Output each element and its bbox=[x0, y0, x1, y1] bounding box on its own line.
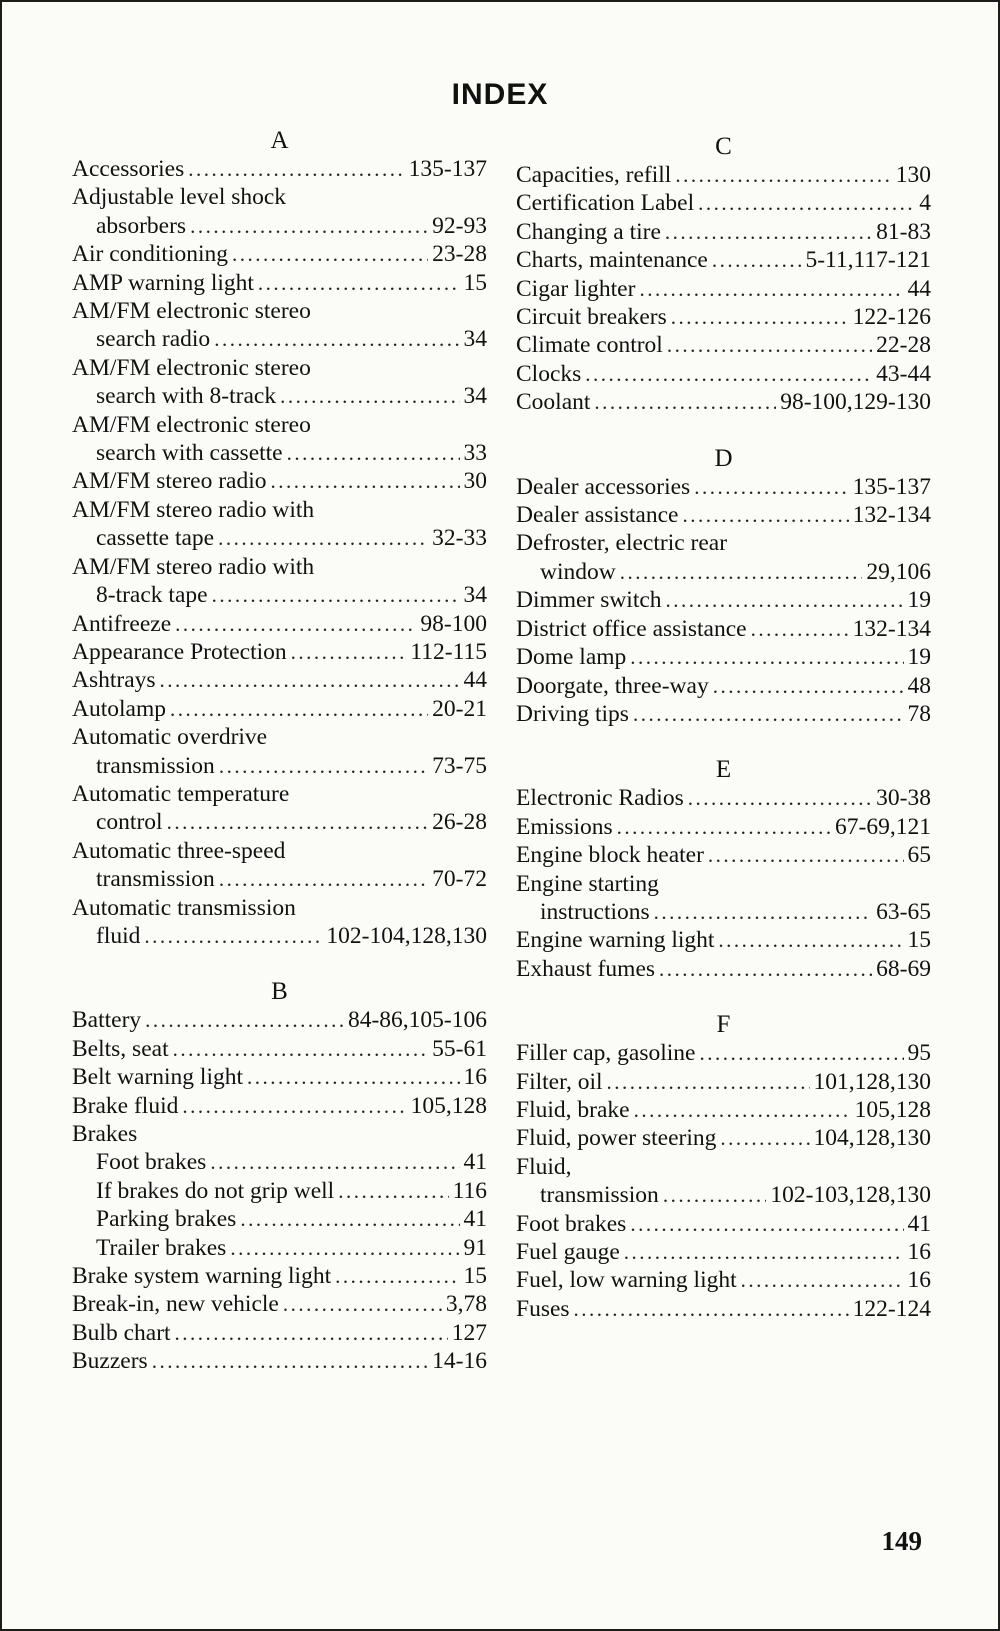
entry-term: transmission bbox=[96, 752, 215, 779]
entry-pages: 127 bbox=[451, 1319, 487, 1346]
index-entry bbox=[72, 865, 487, 893]
entry-pages: 112-115 bbox=[410, 638, 487, 665]
index-entry bbox=[72, 922, 487, 950]
entry-term: Belts, seat bbox=[72, 1035, 169, 1062]
entry-term: Bulb chart bbox=[72, 1319, 171, 1346]
entry-term: Brake system warning light bbox=[72, 1263, 332, 1290]
dot-leader bbox=[160, 666, 460, 694]
index-entry bbox=[72, 1262, 487, 1290]
index-entry bbox=[516, 1266, 931, 1294]
dot-leader bbox=[574, 1295, 849, 1323]
left-column bbox=[72, 127, 487, 1404]
dot-leader bbox=[280, 382, 459, 410]
index-entry bbox=[516, 1238, 931, 1266]
entry-pages: 41 bbox=[463, 1149, 487, 1176]
dot-leader bbox=[630, 1210, 903, 1238]
entry-term: transmission bbox=[540, 1182, 659, 1209]
entry-pages: 44 bbox=[463, 667, 487, 694]
dot-leader bbox=[607, 1068, 810, 1096]
section-letter: F bbox=[716, 1011, 731, 1039]
dot-leader bbox=[634, 1096, 851, 1124]
entry-term: Dealer accessories bbox=[516, 473, 691, 500]
dot-leader bbox=[585, 360, 872, 388]
dot-leader bbox=[167, 808, 429, 836]
entry-pages: 41 bbox=[463, 1206, 487, 1233]
entry-pages: 26-28 bbox=[432, 809, 487, 836]
index-entry bbox=[72, 581, 487, 609]
dot-leader bbox=[240, 1205, 459, 1233]
index-entry bbox=[516, 303, 931, 331]
entry-term: Defroster, electric rear bbox=[516, 530, 728, 557]
index-entry bbox=[516, 955, 931, 983]
entry-pages: 135-137 bbox=[408, 156, 487, 182]
index-entry bbox=[72, 240, 487, 268]
dot-leader bbox=[338, 1177, 448, 1205]
dot-leader bbox=[594, 388, 776, 416]
index-entry bbox=[72, 297, 487, 325]
index-entry bbox=[516, 784, 931, 812]
dot-leader bbox=[283, 1290, 442, 1318]
entry-term: Brake fluid bbox=[72, 1092, 179, 1119]
entry-term: Cigar lighter bbox=[516, 275, 636, 302]
entry-pages: 98-100 bbox=[420, 610, 487, 637]
index-entry bbox=[72, 467, 487, 495]
entry-term: AM/FM electronic stereo bbox=[72, 298, 311, 325]
index-entry bbox=[516, 360, 931, 388]
index-entry bbox=[72, 1092, 487, 1120]
dot-leader bbox=[218, 524, 428, 552]
entry-pages: 104,128,130 bbox=[813, 1125, 931, 1152]
entry-term: AM/FM electronic stereo bbox=[72, 354, 311, 381]
index-entry bbox=[72, 752, 487, 780]
index-entry bbox=[72, 411, 487, 439]
index-entry bbox=[72, 723, 487, 751]
index-entry bbox=[516, 388, 931, 416]
dot-leader bbox=[665, 218, 872, 246]
section-letter: E bbox=[715, 756, 732, 784]
entry-pages: 105,128 bbox=[854, 1096, 931, 1123]
index-entry bbox=[516, 1124, 931, 1152]
entry-term: Changing a tire bbox=[516, 218, 661, 245]
entry-pages: 132-134 bbox=[852, 502, 931, 529]
entry-term: Engine block heater bbox=[516, 842, 704, 869]
index-section-e bbox=[516, 756, 931, 983]
index-entry bbox=[516, 558, 931, 586]
index-entry bbox=[72, 638, 487, 666]
entry-pages: 65 bbox=[907, 842, 931, 869]
index-entry bbox=[516, 473, 931, 501]
index-entry bbox=[516, 1153, 931, 1181]
entry-pages: 116 bbox=[452, 1177, 487, 1204]
dot-leader bbox=[667, 331, 872, 359]
entry-pages: 81-83 bbox=[876, 218, 931, 245]
dot-leader bbox=[271, 467, 460, 495]
entry-pages: 78 bbox=[907, 700, 931, 727]
entry-term: cassette tape bbox=[96, 525, 215, 552]
entry-term: AMP warning light bbox=[72, 269, 254, 296]
entry-term: Filter, oil bbox=[516, 1068, 603, 1095]
index-entry bbox=[516, 643, 931, 671]
entry-term: AM/FM stereo radio bbox=[72, 468, 267, 495]
index-section-f bbox=[516, 1011, 931, 1323]
dot-leader bbox=[751, 615, 849, 643]
entry-pages: 132-134 bbox=[852, 615, 931, 642]
entry-pages: 92-93 bbox=[432, 212, 487, 239]
entry-pages: 33 bbox=[463, 440, 487, 467]
index-entry bbox=[516, 161, 931, 189]
dot-leader bbox=[659, 955, 872, 983]
entry-term: Foot brakes bbox=[96, 1149, 207, 1176]
dot-leader bbox=[188, 155, 404, 183]
dot-leader bbox=[682, 501, 848, 529]
entry-term: search radio bbox=[96, 326, 211, 353]
entry-pages: 30 bbox=[463, 468, 487, 495]
index-section-c bbox=[516, 133, 931, 417]
entry-pages: 95 bbox=[907, 1040, 931, 1067]
entry-pages: 73-75 bbox=[432, 752, 487, 779]
dot-leader bbox=[144, 922, 322, 950]
index-entry bbox=[516, 1096, 931, 1124]
entry-pages: 29,106 bbox=[866, 558, 931, 585]
section-letter: B bbox=[271, 978, 288, 1006]
entry-term: Dealer assistance bbox=[516, 502, 679, 529]
entry-term: Clocks bbox=[516, 360, 582, 387]
dot-leader bbox=[718, 926, 903, 954]
entry-term: fluid bbox=[96, 922, 141, 949]
entry-pages: 32-33 bbox=[432, 525, 487, 552]
dot-leader bbox=[212, 581, 460, 609]
entry-term: Parking brakes bbox=[96, 1206, 237, 1233]
entry-term: AM/FM stereo radio with bbox=[72, 553, 315, 580]
dot-leader bbox=[247, 1063, 459, 1091]
entry-term: transmission bbox=[96, 866, 215, 893]
index-entry bbox=[72, 269, 487, 297]
entry-term: Certification Label bbox=[516, 190, 695, 217]
index-entry bbox=[72, 1035, 487, 1063]
entry-term: AM/FM stereo radio with bbox=[72, 496, 315, 523]
index-entry bbox=[72, 1347, 487, 1375]
entry-term: Doorgate, three-way bbox=[516, 672, 709, 699]
index-entry bbox=[516, 1181, 931, 1209]
entry-pages: 102-104,128,130 bbox=[326, 922, 487, 949]
dot-leader bbox=[663, 1181, 767, 1209]
index-entry bbox=[516, 218, 931, 246]
dot-leader bbox=[617, 813, 831, 841]
index-entry bbox=[516, 1295, 931, 1323]
dot-leader bbox=[182, 1092, 406, 1120]
entry-term: Climate control bbox=[516, 332, 663, 359]
index-section-a bbox=[72, 127, 487, 950]
index-entry bbox=[72, 1120, 487, 1148]
index-entry bbox=[72, 1006, 487, 1034]
entry-pages: 102-103,128,130 bbox=[770, 1182, 931, 1209]
entry-pages: 23-28 bbox=[432, 241, 487, 268]
index-entry bbox=[516, 246, 931, 274]
index-entry bbox=[516, 501, 931, 529]
entry-term: Automatic transmission bbox=[72, 894, 296, 921]
entry-term: Adjustable level shock bbox=[72, 184, 287, 211]
entry-pages: 55-61 bbox=[432, 1035, 487, 1062]
entry-term: Engine starting bbox=[516, 870, 659, 897]
index-section-b bbox=[72, 978, 487, 1375]
entry-term: Charts, maintenance bbox=[516, 247, 708, 274]
dot-leader bbox=[712, 246, 802, 274]
entry-pages: 44 bbox=[907, 275, 931, 302]
entry-term: Trailer brakes bbox=[96, 1234, 227, 1261]
dot-leader bbox=[698, 189, 915, 217]
entry-pages: 41 bbox=[907, 1210, 931, 1237]
dot-leader bbox=[210, 1148, 459, 1176]
entry-pages: 19 bbox=[907, 587, 931, 614]
entry-pages: 14-16 bbox=[432, 1348, 487, 1375]
index-entry bbox=[516, 700, 931, 728]
index-entry bbox=[516, 586, 931, 614]
dot-leader bbox=[291, 638, 407, 666]
entry-term: Circuit breakers bbox=[516, 304, 667, 331]
entry-pages: 84-86,105-106 bbox=[347, 1007, 487, 1034]
index-entry bbox=[72, 496, 487, 524]
index-entry bbox=[72, 155, 487, 183]
entry-term: Foot brakes bbox=[516, 1210, 627, 1237]
index-entry bbox=[72, 183, 487, 211]
index-entry bbox=[516, 926, 931, 954]
index-entry bbox=[72, 325, 487, 353]
index-entry bbox=[516, 529, 931, 557]
entry-term: Fluid, brake bbox=[516, 1096, 630, 1123]
entry-term: Fuel, low warning light bbox=[516, 1267, 737, 1294]
dot-leader bbox=[219, 752, 428, 780]
dot-leader bbox=[230, 1234, 459, 1262]
dot-leader bbox=[720, 1124, 809, 1152]
entry-term: instructions bbox=[540, 898, 650, 925]
entry-pages: 19 bbox=[907, 644, 931, 671]
entry-term: Fluid, bbox=[516, 1153, 572, 1180]
entry-term: Autolamp bbox=[72, 695, 166, 722]
index-entry bbox=[72, 1148, 487, 1176]
section-letter: D bbox=[714, 444, 733, 472]
dot-leader bbox=[170, 695, 428, 723]
entry-term: District office assistance bbox=[516, 615, 747, 642]
entry-term: Air conditioning bbox=[72, 241, 228, 268]
entry-term: Fluid, power steering bbox=[516, 1125, 717, 1152]
dot-leader bbox=[145, 1006, 344, 1034]
entry-pages: 63-65 bbox=[876, 898, 931, 925]
index-entry bbox=[516, 898, 931, 926]
index-entry bbox=[516, 672, 931, 700]
index-entry bbox=[516, 841, 931, 869]
dot-leader bbox=[624, 1238, 904, 1266]
index-entry bbox=[72, 524, 487, 552]
entry-term: window bbox=[540, 558, 616, 585]
entry-pages: 105,128 bbox=[410, 1092, 487, 1119]
dot-leader bbox=[173, 1035, 429, 1063]
entry-pages: 20-21 bbox=[432, 695, 487, 722]
dot-leader bbox=[287, 439, 460, 467]
index-entry bbox=[72, 808, 487, 836]
entry-pages: 15 bbox=[907, 927, 931, 954]
index-entry bbox=[72, 610, 487, 638]
entry-pages: 98-100,129-130 bbox=[780, 389, 931, 416]
entry-term: Break-in, new vehicle bbox=[72, 1291, 279, 1318]
index-entry bbox=[72, 1234, 487, 1262]
section-letter: A bbox=[270, 127, 289, 154]
index-entry bbox=[516, 331, 931, 359]
entry-pages: 3,78 bbox=[445, 1291, 487, 1318]
entry-term: Buzzers bbox=[72, 1348, 148, 1375]
entry-term: Automatic three-speed bbox=[72, 837, 286, 864]
entry-term: Accessories bbox=[72, 156, 185, 182]
entry-term: Engine warning light bbox=[516, 927, 715, 954]
dot-leader bbox=[219, 865, 428, 893]
entry-term: absorbers bbox=[96, 212, 187, 239]
entry-term: Brakes bbox=[72, 1121, 138, 1147]
entry-term: control bbox=[96, 809, 163, 836]
entry-term: Appearance Protection bbox=[72, 638, 287, 665]
entry-term: Capacities, refill bbox=[516, 162, 672, 188]
entry-term: Ashtrays bbox=[72, 667, 156, 694]
index-entry bbox=[516, 870, 931, 898]
entry-pages: 5-11,117-121 bbox=[805, 247, 931, 274]
dot-leader bbox=[741, 1266, 904, 1294]
dot-leader bbox=[699, 1039, 903, 1067]
dot-leader bbox=[620, 558, 863, 586]
entry-pages: 4 bbox=[919, 190, 931, 217]
page-title: INDEX bbox=[451, 78, 549, 111]
index-entry bbox=[516, 1068, 931, 1096]
dot-leader bbox=[713, 672, 904, 700]
index-entry bbox=[72, 1290, 487, 1318]
index-entry bbox=[516, 189, 931, 217]
entry-pages: 48 bbox=[907, 672, 931, 699]
index-entry bbox=[516, 615, 931, 643]
index-entry bbox=[72, 1205, 487, 1233]
entry-pages: 91 bbox=[463, 1234, 487, 1261]
dot-leader bbox=[175, 1319, 448, 1347]
index-entry bbox=[72, 212, 487, 240]
entry-term: Antifreeze bbox=[72, 610, 172, 637]
entry-term: If brakes do not grip well bbox=[96, 1177, 335, 1204]
entry-pages: 135-137 bbox=[852, 473, 931, 500]
index-entry bbox=[72, 666, 487, 694]
entry-pages: 15 bbox=[463, 269, 487, 296]
dot-leader bbox=[671, 303, 849, 331]
entry-term: Belt warning light bbox=[72, 1064, 244, 1091]
dot-leader bbox=[675, 161, 891, 189]
index-entry bbox=[72, 780, 487, 808]
index-entry bbox=[72, 382, 487, 410]
entry-term: Dome lamp bbox=[516, 644, 627, 671]
entry-term: Fuel gauge bbox=[516, 1239, 620, 1265]
index-entry bbox=[72, 553, 487, 581]
index-section-d bbox=[516, 445, 931, 729]
dot-leader bbox=[232, 240, 428, 268]
dot-leader bbox=[654, 898, 873, 926]
index-entry bbox=[72, 837, 487, 865]
index-entry bbox=[72, 695, 487, 723]
entry-pages: 34 bbox=[463, 383, 487, 410]
entry-pages: 68-69 bbox=[876, 955, 931, 982]
entry-pages: 16 bbox=[907, 1239, 931, 1265]
index-entry bbox=[72, 894, 487, 922]
entry-term: search with cassette bbox=[96, 440, 283, 467]
index-entry bbox=[516, 1039, 931, 1067]
dot-leader bbox=[633, 700, 904, 728]
entry-term: Automatic overdrive bbox=[72, 724, 268, 751]
entry-term: Battery bbox=[72, 1007, 142, 1034]
entry-pages: 34 bbox=[463, 326, 487, 353]
entry-term: search with 8-track bbox=[96, 383, 277, 410]
entry-term: Fuses bbox=[516, 1295, 570, 1322]
page-number: 149 bbox=[881, 1526, 922, 1556]
dot-leader bbox=[335, 1262, 459, 1290]
dot-leader bbox=[688, 784, 872, 812]
dot-leader bbox=[694, 473, 848, 501]
entry-term: Driving tips bbox=[516, 700, 629, 727]
index-entry bbox=[72, 354, 487, 382]
index-entry bbox=[72, 1177, 487, 1205]
entry-term: Dimmer switch bbox=[516, 587, 662, 614]
entry-term: Automatic temperature bbox=[72, 780, 290, 807]
entry-pages: 101,128,130 bbox=[813, 1068, 931, 1095]
index-entry bbox=[72, 1319, 487, 1347]
entry-pages: 15 bbox=[463, 1263, 487, 1290]
entry-pages: 43-44 bbox=[876, 360, 931, 387]
entry-term: Electronic Radios bbox=[516, 785, 684, 812]
entry-pages: 122-126 bbox=[852, 304, 931, 331]
entry-term: 8-track tape bbox=[96, 582, 208, 609]
dot-leader bbox=[708, 841, 904, 869]
dot-leader bbox=[175, 610, 416, 638]
entry-term: Filler cap, gasoline bbox=[516, 1040, 696, 1067]
index-entry bbox=[72, 439, 487, 467]
dot-leader bbox=[666, 586, 904, 614]
entry-pages: 122-124 bbox=[852, 1295, 931, 1322]
index-entry bbox=[72, 1063, 487, 1091]
entry-pages: 16 bbox=[907, 1267, 931, 1294]
entry-term: AM/FM electronic stereo bbox=[72, 411, 311, 438]
dot-leader bbox=[152, 1347, 428, 1375]
dot-leader bbox=[214, 325, 459, 353]
section-letter: C bbox=[715, 133, 732, 160]
entry-pages: 30-38 bbox=[876, 785, 931, 812]
entry-pages: 70-72 bbox=[432, 866, 487, 893]
entry-term: Coolant bbox=[516, 389, 591, 416]
entry-pages: 130 bbox=[895, 162, 931, 188]
entry-pages: 22-28 bbox=[876, 332, 931, 359]
entry-pages: 16 bbox=[463, 1064, 487, 1091]
index-entry bbox=[516, 275, 931, 303]
entry-pages: 67-69,121 bbox=[835, 813, 931, 840]
entry-term: Emissions bbox=[516, 813, 613, 840]
dot-leader bbox=[190, 212, 428, 240]
dot-leader bbox=[258, 269, 460, 297]
dot-leader bbox=[639, 275, 903, 303]
entry-pages: 34 bbox=[463, 582, 487, 609]
right-column bbox=[516, 133, 931, 1351]
entry-term: Exhaust fumes bbox=[516, 955, 656, 982]
index-entry bbox=[516, 1210, 931, 1238]
dot-leader bbox=[630, 643, 903, 671]
index-entry bbox=[516, 813, 931, 841]
